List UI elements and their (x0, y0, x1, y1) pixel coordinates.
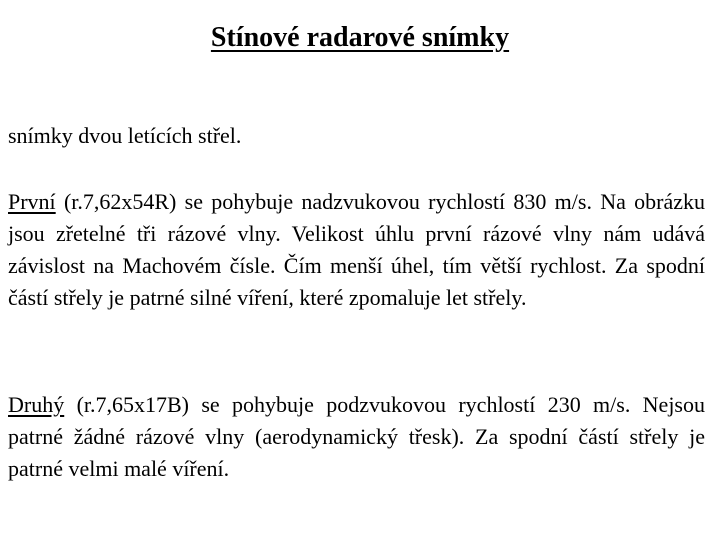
page-title: Stínové radarové snímky (210, 22, 510, 53)
paragraph-body-first: (r.7,62x54R) se pohybuje nadzvukovou rychlostí 830 m/s. Na obrázku jsou zřetelné tři rázové vlny. Velikost úhlu první rázové vlny nám udává závislost na Machovém čísle. Čím menší úhel, tím větší rychlost. Za spodní částí střely je patrné silné víření, které zpomaluje let střely. (8, 189, 705, 310)
paragraph-second-bullet (8, 389, 705, 485)
paragraph-first-bullet (8, 186, 705, 314)
intro-text: snímky dvou letících střel. (8, 123, 242, 148)
paragraph-body-second: (r.7,65x17B) se pohybuje podzvukovou rychlostí 230 m/s. Nejsou patrné žádné rázové vlny (aerodynamický třesk). Za spodní částí střely je patrné velmi malé víření. (8, 392, 705, 481)
paragraph-lead-second: Druhý (8, 392, 65, 417)
paragraph-lead-first: První (8, 189, 56, 214)
